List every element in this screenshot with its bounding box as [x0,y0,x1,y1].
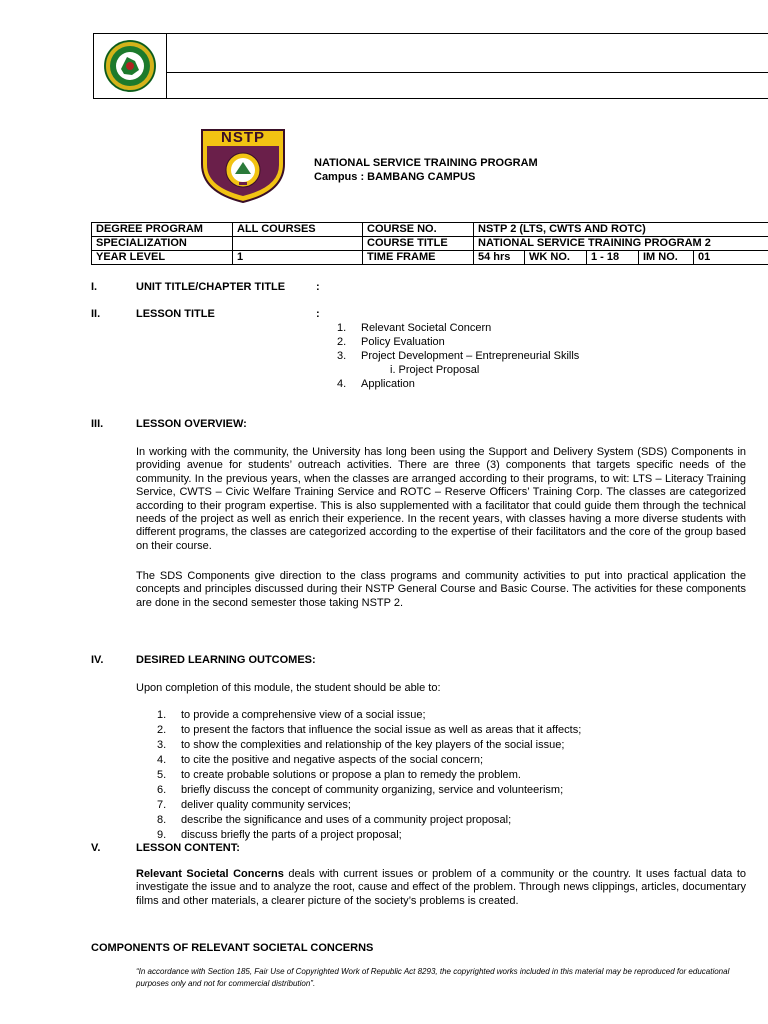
degree-program-value: ALL COURSES [233,223,363,237]
lesson-title-list [337,321,579,391]
university-seal-icon [99,39,161,93]
list-item-text: describe the significance and uses of a community project proposal; [181,814,512,826]
wk-no-value: 1 - 18 [587,251,639,265]
list-item-number: 8. [157,814,167,826]
list-item [157,753,581,768]
nstp-logo [198,126,288,204]
section-2-number: II. [91,308,101,320]
im-no-cell [639,251,768,265]
table-row [92,223,768,237]
seal-cell [94,34,167,98]
list-item-text: to show the complexities and relationship of the key players of the social issue; [181,739,565,751]
content-lead-term: Relevant Societal Concerns [136,868,284,880]
list-item-number: 9. [157,829,167,841]
list-item-number: 3. [337,350,347,362]
content-lead-text: deals with current issues or problem of a community or the country. It uses factual data to investigate the issue and to analyze the root, cause and effect of the problem. Through news clippings, articles, documentary films and other materials, a clearer picture of the society’s problems is created. [136,868,746,907]
list-item-label: Application [361,378,415,390]
list-item-text: to cite the positive and negative aspects of the social concern; [181,754,484,766]
specialization-label: SPECIALIZATION [92,237,233,251]
list-item-number: 1. [337,322,347,334]
list-item-number: 7. [157,799,167,811]
nstp-logo-text: NSTP [220,129,265,146]
list-item [157,768,581,783]
im-no-label: IM NO. [639,251,694,264]
list-item-text: to create probable solutions or propose a plan to remedy the problem. [181,769,521,781]
overview-paragraph-1: In working with the community, the University has long been using the Support and Delivery System (SDS) Components in providing avenue for students’ outreach activities. There are three (3) components that targets specific needs of the community. In the previous years, when the classes are arranged according to their programs, to wit: LTS – Literacy Training Service, CWTS – Civic Welfare Training Service and ROTC – Reserve Officers’ Training Corp. The classes are categorized according to their program expertise. This is also supplemented with a facilitator that could guide them through the technical needs of the project as well as enrich their experience. In the recent years, with classes having a more diverse students with different programs, the classes are categorized according to the expertise of their facilitators and the core of the group based on their course. [136,446,746,552]
time-frame-value: 54 hrs [474,251,525,265]
campus-label: Campus : BAMBANG CAMPUS [314,171,476,183]
section-5-title: LESSON CONTENT: [136,842,240,854]
section-3-number: III. [91,418,104,430]
year-level-value: 1 [233,251,363,265]
list-item [157,828,581,843]
list-item-number: 5. [157,769,167,781]
list-item [337,377,579,391]
list-item [157,813,581,828]
section-2-title: LESSON TITLE [136,308,215,320]
degree-program-label: DEGREE PROGRAM [92,223,233,237]
list-item-number: 6. [157,784,167,796]
list-item-text: deliver quality community services; [181,799,351,811]
course-no-value: NSTP 2 (LTS, CWTS AND ROTC) [474,223,768,237]
course-no-label: COURSE NO. [363,223,474,237]
section-3-title: LESSON OVERVIEW: [136,418,247,430]
list-item [157,738,581,753]
program-heading [314,156,538,184]
list-item [157,708,581,723]
section-1-number: I. [91,281,98,293]
table-row [92,251,768,265]
list-item-number: 1. [157,709,167,721]
list-item [337,349,579,363]
section-4-number: IV. [91,654,104,666]
list-item-text: discuss briefly the parts of a project proposal; [181,829,402,841]
wk-no-label: WK NO. [525,251,587,265]
list-item-number: 4. [157,754,167,766]
time-frame-label: TIME FRAME [363,251,474,265]
specialization-value [233,237,363,251]
list-item [337,321,579,335]
list-item [337,335,579,349]
list-item-label: Relevant Societal Concern [361,322,492,334]
overview-paragraph-2: The SDS Components give direction to the class programs and community activities to put into practical application the concepts and principles discussed during their NSTP General Course and Basic Course. The activities for these components are done in the second semester those taking NSTP 2. [136,570,746,609]
learning-outcomes-list [157,708,581,843]
list-item [157,798,581,813]
program-title: NATIONAL SERVICE TRAINING PROGRAM [314,157,538,169]
list-item [157,783,581,798]
im-no-value: 01 [698,251,711,263]
header-divider [167,72,768,73]
list-item-label: Project Development – Entrepreneurial Skills [361,350,580,362]
list-item-number: 3. [157,739,167,751]
section-4-title: DESIRED LEARNING OUTCOMES: [136,654,316,666]
list-item-text: briefly discuss the concept of community organizing, service and volunteerism; [181,784,564,796]
table-row [92,237,768,251]
section-1-title: UNIT TITLE/CHAPTER TITLE [136,281,286,293]
copyright-footer-note: “In accordance with Section 185, Fair Use of Copyrighted Work of Republic Act 8293, the copyrighted works included in this material may be reproduced for educational purposes only and not for commercial distribution”. [136,967,730,988]
course-info-table [91,222,768,265]
list-item-text: to provide a comprehensive view of a social issue; [181,709,426,721]
lesson-content-paragraph [136,868,746,908]
section-1-colon: : [316,281,320,293]
list-item-text: to present the factors that influence the social issue as well as areas that it affects; [181,724,582,736]
list-item-number: 2. [337,336,347,348]
components-heading: COMPONENTS OF RELEVANT SOCIETAL CONCERNS [91,942,374,954]
section-2-colon: : [316,308,320,320]
list-item [157,723,581,738]
list-item-number: 4. [337,378,347,390]
document-header-box [93,33,768,99]
list-item-label: Policy Evaluation [361,336,445,348]
course-title-value: NATIONAL SERVICE TRAINING PROGRAM 2 [474,237,768,251]
course-title-label: COURSE TITLE [363,237,474,251]
section-5-number: V. [91,842,101,854]
outcomes-intro: Upon completion of this module, the student should be able to: [136,682,441,694]
year-level-label: YEAR LEVEL [92,251,233,265]
list-item-number: 2. [157,724,167,736]
list-subitem: i. Project Proposal [390,364,480,376]
